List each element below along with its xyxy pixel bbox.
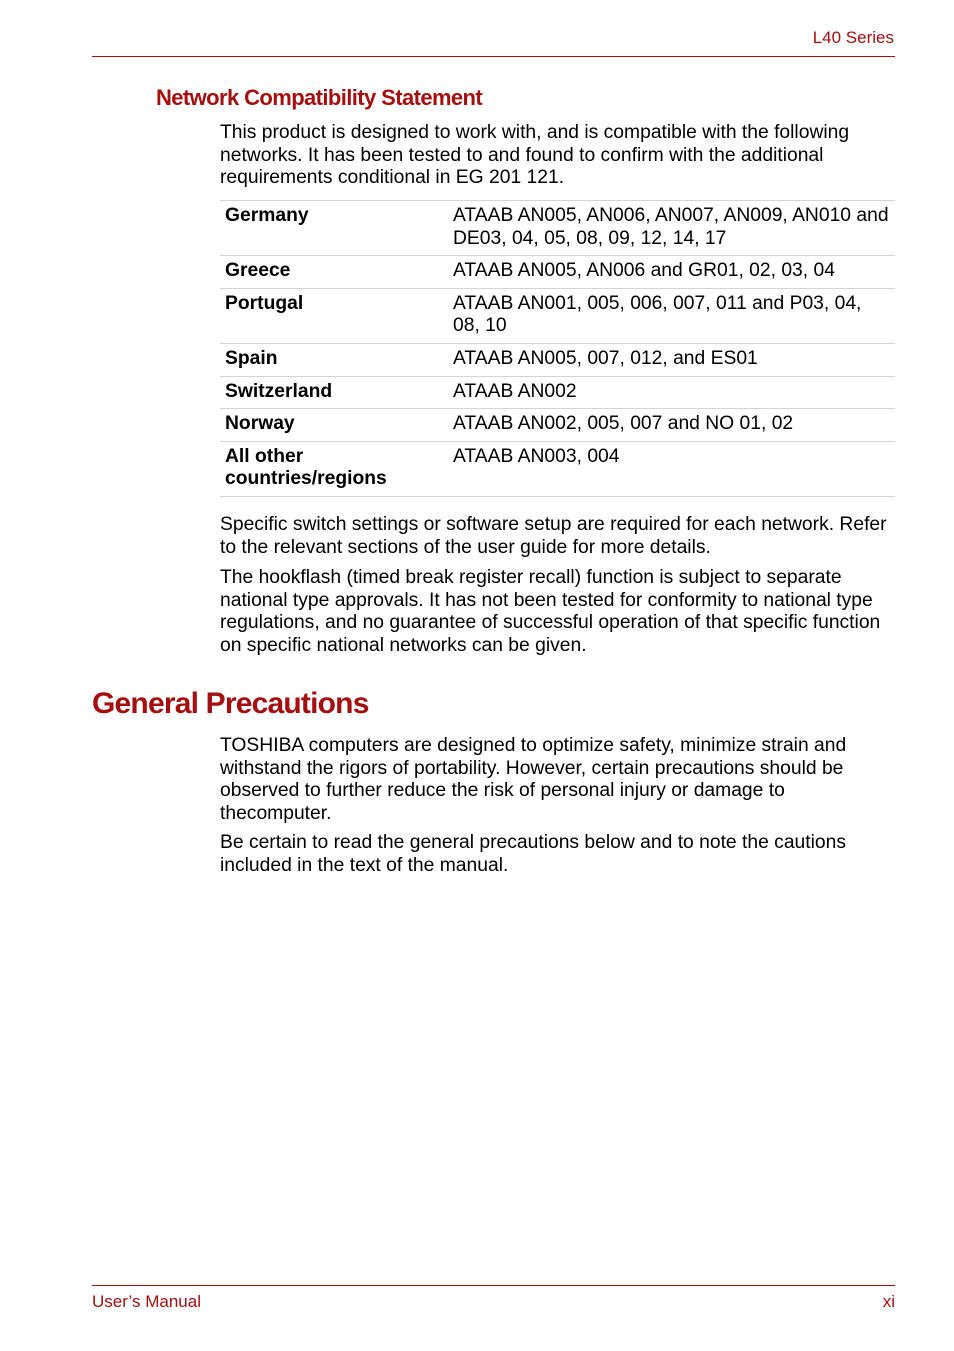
- country-cell: Norway: [220, 409, 442, 442]
- footer-divider: [92, 1285, 895, 1286]
- precautions-read-paragraph: Be certain to read the general precautions below and to note the cautions included in the text of the manual.: [220, 832, 846, 876]
- country-cell: All other countries/regions: [220, 441, 442, 496]
- footer-page-number: xi: [882, 1292, 895, 1311]
- table-row: [220, 376, 895, 409]
- network-compatibility-heading: Network Compatibility Statement: [156, 85, 483, 110]
- network-intro-paragraph: This product is designed to work with, and is compatible with the following networks. It has been tested to and found to confirm with the additional requirements conditional in EG 201 121.: [220, 122, 850, 189]
- table-row: [220, 256, 895, 289]
- header-divider: [92, 56, 895, 57]
- country-cell: Germany: [220, 201, 442, 256]
- standards-cell: ATAAB AN001, 005, 006, 007, 011 and P03, 04, 08, 10: [442, 288, 895, 343]
- country-cell: Greece: [220, 256, 442, 289]
- country-cell: Switzerland: [220, 376, 442, 409]
- standards-cell: ATAAB AN005, AN006, AN007, AN009, AN010 and DE03, 04, 05, 08, 09, 12, 14, 17: [442, 201, 895, 256]
- header-series-title: L40 Series: [812, 28, 894, 47]
- standards-cell: ATAAB AN005, 007, 012, and ES01: [442, 343, 895, 376]
- footer-manual-label: User’s Manual: [92, 1292, 201, 1311]
- precautions-intro-paragraph: TOSHIBA computers are designed to optimize safety, minimize strain and withstand the rigors of portability. However, certain precautions should be observed to further reduce the risk of personal injury or damage to thecomputer.: [220, 735, 847, 824]
- country-cell: Portugal: [220, 288, 442, 343]
- table-row: [220, 343, 895, 376]
- country-cell: Spain: [220, 343, 442, 376]
- table-row: [220, 409, 895, 442]
- standards-cell: ATAAB AN005, AN006 and GR01, 02, 03, 04: [442, 256, 895, 289]
- standards-cell: ATAAB AN003, 004: [442, 441, 895, 496]
- general-precautions-heading: General Precautions: [92, 687, 369, 720]
- standards-cell: ATAAB AN002: [442, 376, 895, 409]
- hookflash-paragraph: The hookflash (timed break register recall) function is subject to separate national type approvals. It has not been tested for conformity to national type regulations, and no guarantee of successful operation of that specific function on specific national networks can be given.: [220, 567, 881, 656]
- network-compatibility-table: [220, 200, 895, 497]
- table-row: [220, 441, 895, 496]
- table-row: [220, 201, 895, 256]
- switch-settings-paragraph: Specific switch settings or software setup are required for each network. Refer to the relevant sections of the user guide for more details.: [220, 514, 887, 558]
- table-row: [220, 288, 895, 343]
- standards-cell: ATAAB AN002, 005, 007 and NO 01, 02: [442, 409, 895, 442]
